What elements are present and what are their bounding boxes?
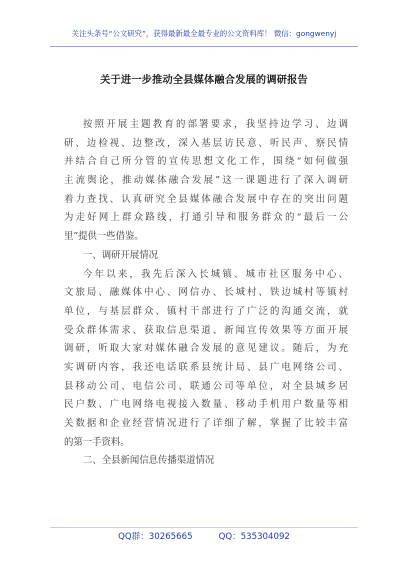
paragraph-line: 主流舆论，推动媒体融合发展”这一课题进行了深入调研 [64,175,348,187]
paragraph-line: 按照开展主题教育的部署要求，我坚持边学习、边调 [83,119,348,130]
footer-divider [50,527,358,528]
paragraph-line: 文旅局、融媒体中心、网信办、长城村、铁边城村等镇村 [64,287,348,299]
document-title: 关于进一步推动全县媒体融合发展的调研报告 [100,74,308,86]
paragraph-line: 民户数、广电网络电视接入数量、移动手机用户数量等相 [64,399,348,411]
paragraph-line: 调研，听取大家对媒体融合发展的意见建议。随后，为充 [64,343,348,355]
footer-qq-number: QQ：535304092 [218,532,290,542]
paragraph-line: 单位，与基层群众、镇村干部进行了广泛的沟通交流，就 [64,305,348,317]
paragraph-line: 为走好网上群众路线，打通引导和服务群众的“最后一公 [64,212,348,224]
paragraph-line: 受众群体需求、获取信息渠道、新闻宣传效果等方面开展 [64,324,348,336]
paragraph-line: 实调研内容，我还电话联系县统计局、县广电网络公司、 [64,361,348,373]
paragraph-line: 关数据和企业经营情况进行了详细了解，掌握了比较丰富 [64,418,348,429]
section-heading: 一、调研开展情况 [83,249,159,261]
paragraph-line: 的第一手资料。 [64,436,130,448]
paragraph-line: 里”提供一些借鉴。 [64,231,144,243]
paragraph-line: 着力查找、认真研究全县媒体融合发展中存在的突出问题 [64,193,348,205]
footer-contact [0,530,408,542]
paragraph-line: 县移动公司、电信公司、联通公司等单位，对全县城乡居 [64,380,348,392]
document-body [64,116,348,471]
paragraph-line: 并结合自己所分管的宣传思想文化工作，围绕“如何做强 [64,156,348,168]
paragraph-line: 研、边检视、边整改，深入基层访民意、听民声、察民情 [64,137,348,149]
paragraph-line: 今年以来，我先后深入长城镇、城市社区服务中心、 [83,268,348,280]
header-banner: 关注头条号“公文研究”，获得最新最全最专业的公文资料库！ 微信：gongwenyj [71,29,337,38]
footer-qq-group: QQ群：30265665 [118,532,193,542]
header-divider [50,46,358,47]
section-heading: 二、全县新闻信息传播渠道情况 [83,455,215,467]
